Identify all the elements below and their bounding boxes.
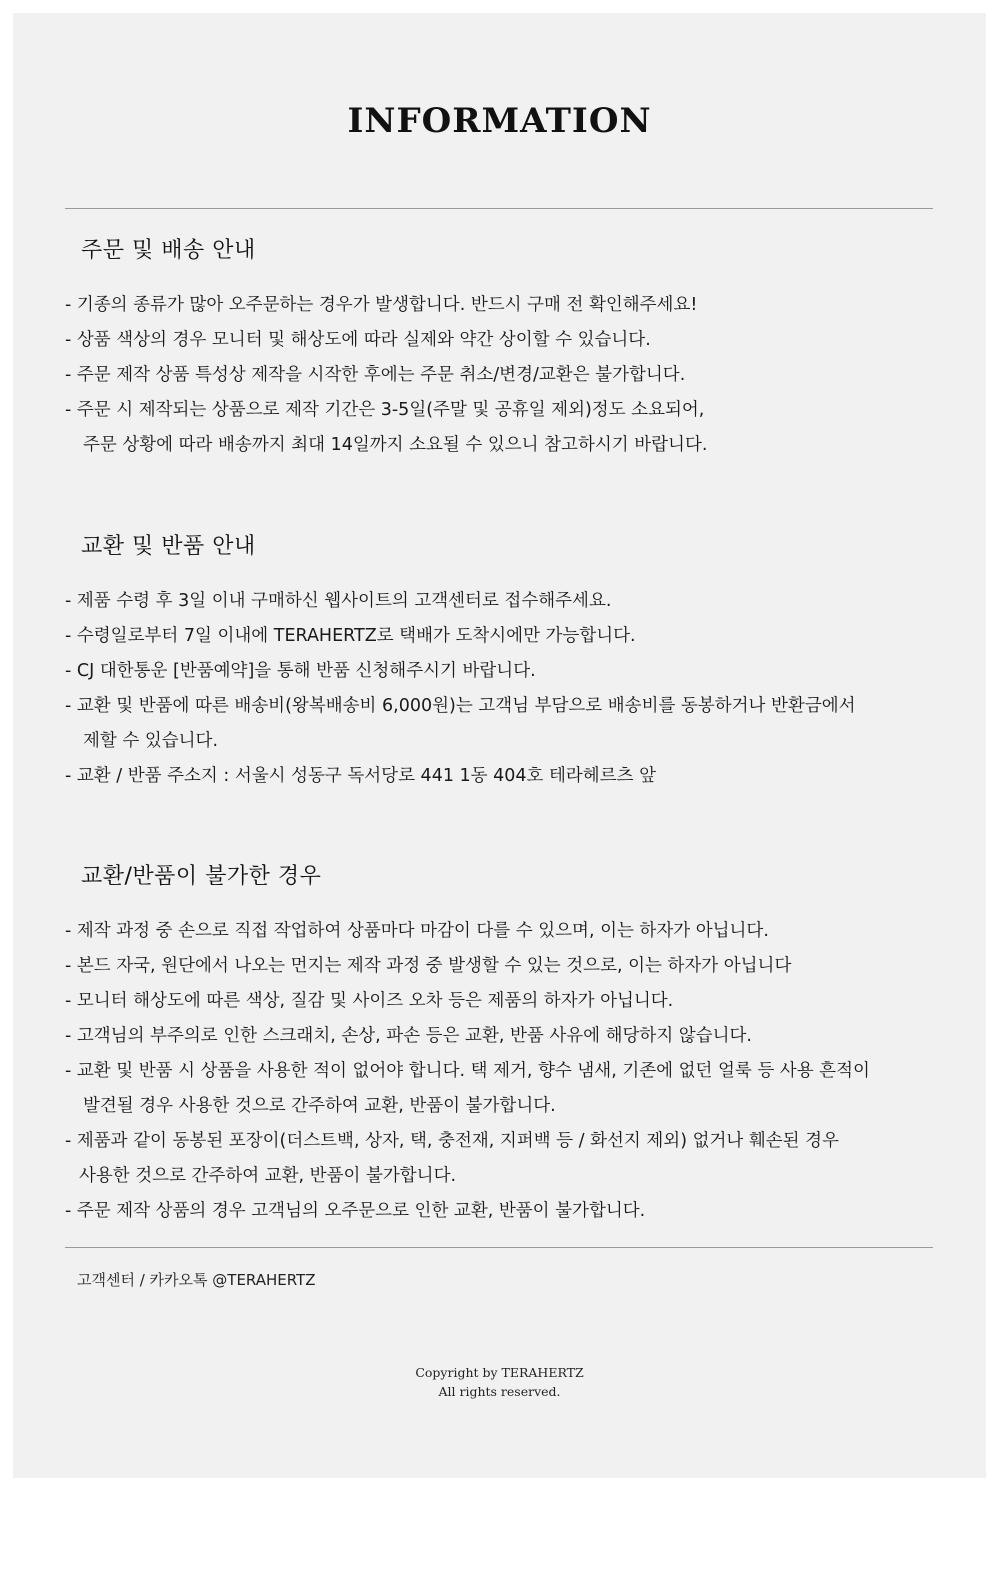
bottom-divider: [65, 1247, 933, 1248]
notice-list: [65, 584, 945, 794]
notice-list: [65, 914, 945, 1229]
notice-list: [65, 288, 945, 463]
rights-line: All rights reserved.: [438, 1384, 561, 1399]
list-item: - 기종의 종류가 많아 오주문하는 경우가 발생합니다. 반드시 구매 전 확인해주세요!: [65, 295, 698, 315]
section-heading: 주문 및 배송 안내: [81, 238, 256, 263]
copyright: [13, 1363, 986, 1401]
list-item: - CJ 대한통운 [반품예약]을 통해 반품 신청해주시기 바랍니다.: [65, 661, 536, 681]
list-item: - 본드 자국, 원단에서 나오는 먼지는 제작 과정 중 발생할 수 있는 것으로, 이는 하자가 아닙니다: [65, 956, 792, 976]
info-panel: [13, 13, 986, 1478]
list-item: - 주문 시 제작되는 상품으로 제작 기간은 3-5일(주말 및 공휴일 제외)정도 소요되어, 주문 상황에 따라 배송까지 최대 14일까지 소요될 수 있으니 참고하시기 바랍니다.: [65, 400, 708, 455]
list-item: - 제품 수령 후 3일 이내 구매하신 웹사이트의 고객센터로 접수해주세요.: [65, 591, 612, 611]
list-item: - 교환 및 반품에 따른 배송비(왕복배송비 6,000원)는 고객님 부담으로 배송비를 동봉하거나 반환금에서 제할 수 있습니다.: [65, 696, 856, 751]
list-item: - 고객님의 부주의로 인한 스크래치, 손상, 파손 등은 교환, 반품 사유에 해당하지 않습니다.: [65, 1026, 752, 1046]
list-item: - 모니터 해상도에 따른 색상, 질감 및 사이즈 오차 등은 제품의 하자가 아닙니다.: [65, 991, 674, 1011]
list-item: - 교환 및 반품 시 상품을 사용한 적이 없어야 합니다. 택 제거, 향수 냄새, 기존에 없던 얼룩 등 사용 흔적이 발견될 경우 사용한 것으로 간주하여 교환, 반품이 불가합니다.: [65, 1061, 870, 1116]
list-item: - 주문 제작 상품의 경우 고객님의 오주문으로 인한 교환, 반품이 불가합니다.: [65, 1201, 646, 1221]
section-heading: 교환 및 반품 안내: [81, 534, 256, 559]
page-title: INFORMATION: [347, 101, 652, 141]
copyright-line: Copyright by TERAHERTZ: [415, 1365, 584, 1380]
section-not-allowed: [65, 859, 945, 1229]
list-item: - 교환 / 반품 주소지 : 서울시 성동구 독서당로 441 1동 404호 테라헤르츠 앞: [65, 766, 656, 786]
contact-info: 고객센터 / 카카오톡 @TERAHERTZ: [77, 1271, 316, 1289]
section-order-shipping: [65, 233, 945, 463]
section-heading: 교환/반품이 불가한 경우: [81, 864, 322, 889]
top-divider: [65, 208, 933, 209]
list-item: - 상품 색상의 경우 모니터 및 해상도에 따라 실제와 약간 상이할 수 있습니다.: [65, 330, 651, 350]
list-item: - 수령일로부터 7일 이내에 TERAHERTZ로 택배가 도착시에만 가능합니다.: [65, 626, 636, 646]
list-item: - 제품과 같이 동봉된 포장이(더스트백, 상자, 택, 충전재, 지퍼백 등 / 화선지 제외) 없거나 훼손된 경우 사용한 것으로 간주하여 교환, 반품이 불가합니다.: [65, 1131, 839, 1186]
list-item: - 제작 과정 중 손으로 직접 작업하여 상품마다 마감이 다를 수 있으며, 이는 하자가 아닙니다.: [65, 921, 769, 941]
section-exchange-return: [65, 529, 945, 794]
list-item: - 주문 제작 상품 특성상 제작을 시작한 후에는 주문 취소/변경/교환은 불가합니다.: [65, 365, 686, 385]
